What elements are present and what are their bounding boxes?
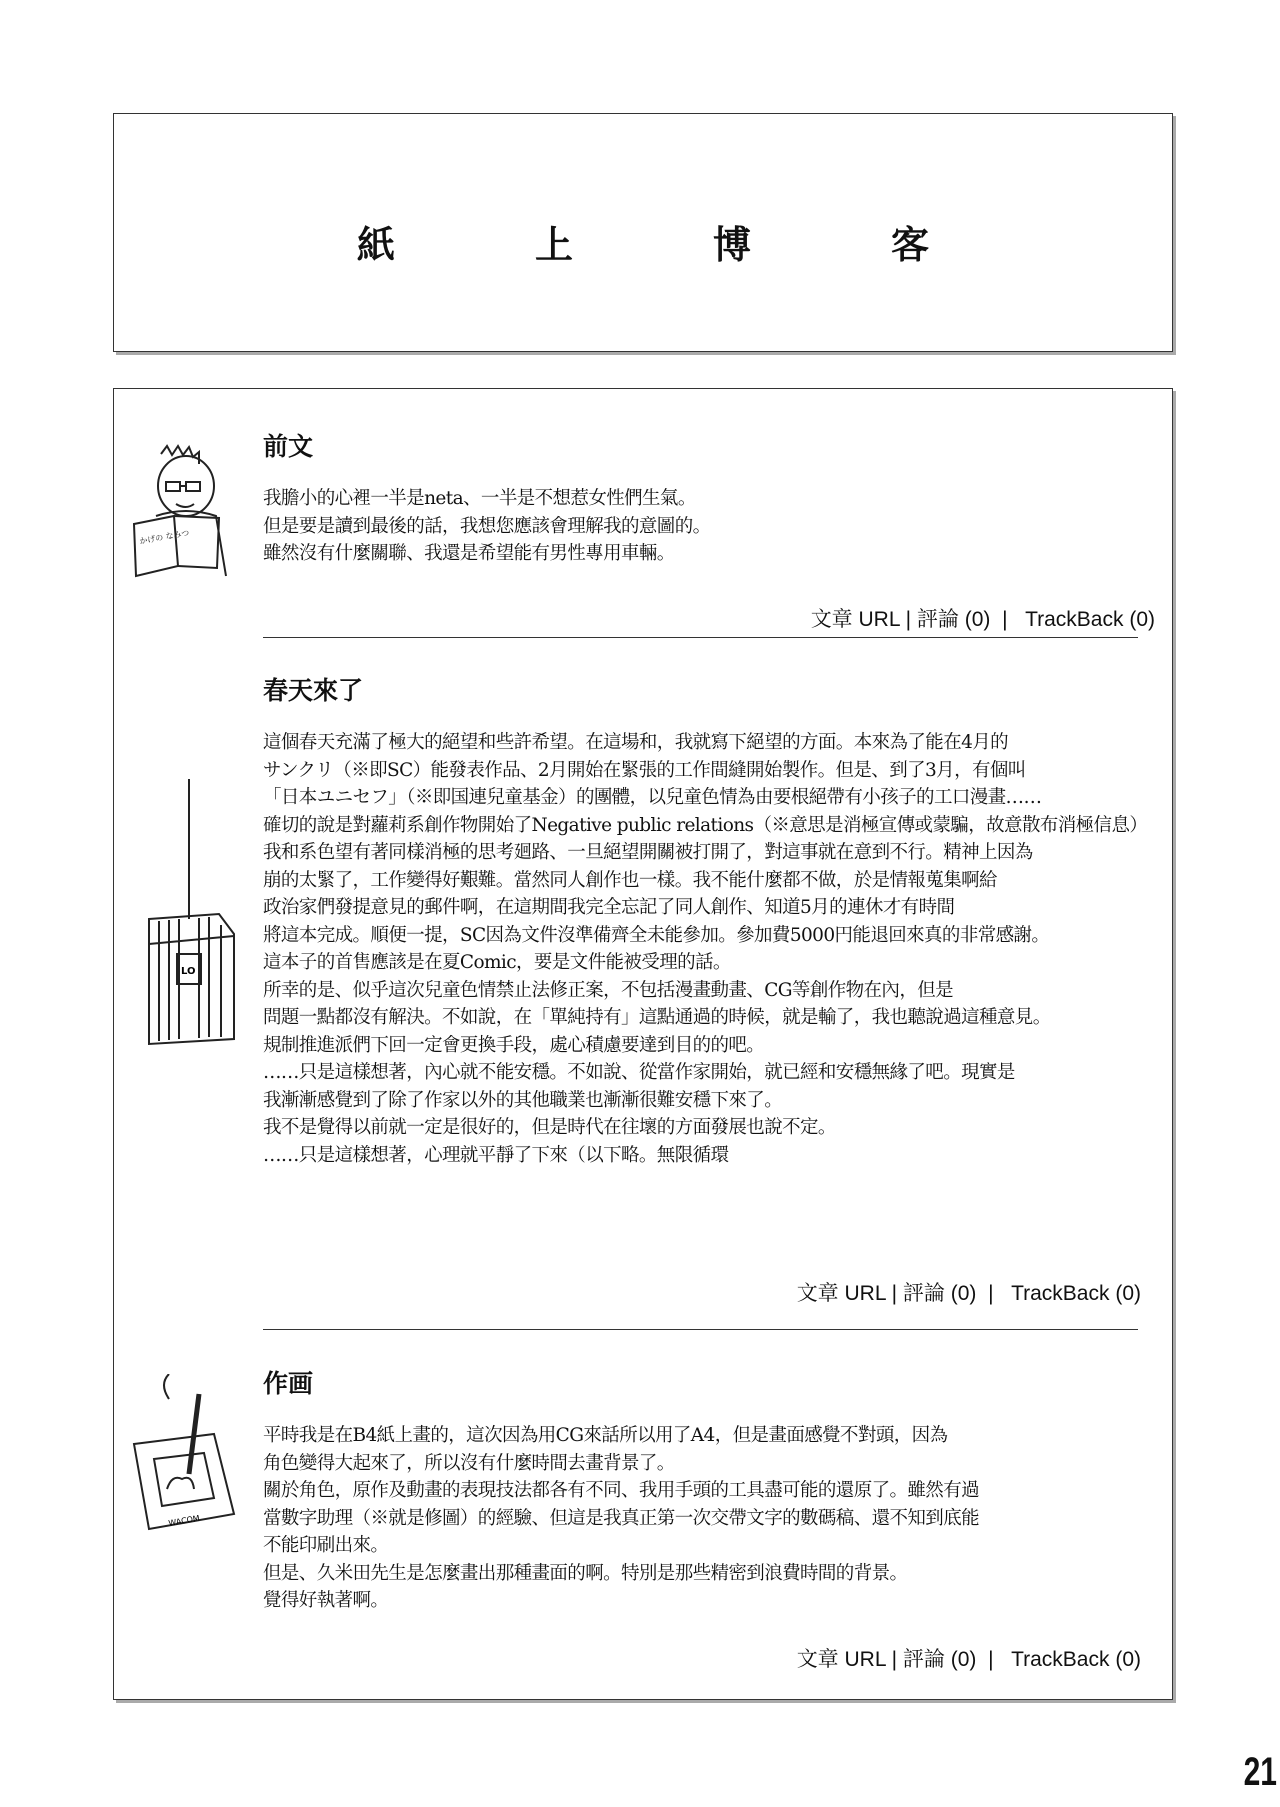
post-line: ……只是這樣想著，內心就不能安穩。不如說、從當作家開始，就已經和安穩無緣了吧。現實是 bbox=[263, 1062, 1015, 1083]
divider bbox=[263, 637, 1138, 638]
separator: | bbox=[1002, 608, 1008, 631]
post-line: 規制推進派們下回一定會更換手段，處心積慮要達到目的的吧。 bbox=[263, 1034, 765, 1056]
title-char: 博 bbox=[713, 223, 752, 267]
post-body bbox=[263, 729, 1148, 1169]
comments-link[interactable]: 評論 (0) bbox=[902, 1648, 977, 1671]
permalink-link[interactable]: 文章 URL bbox=[796, 1282, 886, 1305]
post-line: ……只是這樣想著，心理就平靜了下來（以下略。無限循環 bbox=[263, 1144, 729, 1166]
post-line: 平時我是在B4紙上畫的，這次因為用CG來話所以用了A4，但是畫面感覺不對頭，因為 bbox=[263, 1425, 948, 1446]
post-line: 我漸漸感覺到了除了作家以外的其他職業也漸漸很難安穩下來了。 bbox=[263, 1089, 783, 1111]
post-line: 當數字助理（※就是修圖）的經驗、但這是我真正第一次交帶文字的數碼稿、還不知到底能 bbox=[263, 1507, 980, 1529]
post-line: 角色變得大起來了，所以沒有什麼時間去畫背景了。 bbox=[263, 1452, 675, 1474]
post-line: 這本子的首售應該是在夏Comic，要是文件能被受理的話。 bbox=[263, 952, 731, 973]
cage-illustration bbox=[129, 779, 239, 1049]
post-line: 所幸的是、似乎這次兒童色情禁止法修正案，不包括漫畫動畫、CG等創作物在內，但是 bbox=[263, 979, 954, 1001]
page-title bbox=[114, 214, 1172, 269]
blog-box bbox=[113, 388, 1173, 1700]
trackback-link[interactable]: TrackBack (0) bbox=[1011, 1648, 1141, 1671]
comments-link[interactable]: 評論 (0) bbox=[916, 608, 991, 631]
comments-link[interactable]: 評論 (0) bbox=[902, 1282, 977, 1305]
post-line: 我和系色望有著同樣消極的思考廻路、一旦絕望開關被打開了，對這事就在意到不行。精神上因為 bbox=[263, 842, 1033, 863]
post-spring bbox=[263, 671, 1148, 1331]
post-line: 但是要是讀到最後的話，我想您應該會理解我的意圖的。 bbox=[263, 515, 711, 537]
separator: | bbox=[988, 1282, 994, 1305]
page-number: 21 bbox=[1243, 1750, 1277, 1794]
permalink-link[interactable]: 文章 URL bbox=[810, 608, 900, 631]
post-line: 政治家們發提意見的郵件啊，在這期間我完全忘記了同人創作、知道5月的連休才有時間 bbox=[263, 897, 955, 918]
title-box bbox=[113, 113, 1173, 352]
svg-text:かげの なみつ: かげの なみつ bbox=[138, 528, 190, 546]
title-char: 紙 bbox=[356, 223, 395, 267]
post-line: 這個春天充滿了極大的絕望和些許希望。在這場和，我就寫下絕望的方面。本來為了能在4月的 bbox=[263, 732, 1009, 753]
separator: | bbox=[891, 1282, 898, 1305]
trackback-link[interactable]: TrackBack (0) bbox=[1025, 608, 1155, 631]
post-line: 但是、久米田先生是怎麼畫出那種畫面的啊。特別是那些精密到浪費時間的背景。 bbox=[263, 1562, 908, 1584]
separator: | bbox=[988, 1648, 994, 1671]
title-char: 客 bbox=[891, 223, 930, 267]
post-line: 覺得好執著啊。 bbox=[263, 1590, 389, 1611]
post-links bbox=[764, 579, 1155, 657]
post-line: 雖然沒有什麼關聯、我還是希望能有男性專用車輛。 bbox=[263, 543, 675, 564]
post-foreword bbox=[263, 427, 1155, 631]
post-title: 前文 bbox=[263, 432, 314, 461]
separator: | bbox=[891, 1648, 898, 1671]
post-drawing bbox=[263, 1364, 1143, 1684]
post-title: 作画 bbox=[263, 1369, 314, 1398]
svg-text:WACOM: WACOM bbox=[167, 1513, 201, 1528]
post-line: 確切的說是對蘿莉系創作物開始了Negative public relations（※意思是消極宣傳或蒙騙，故意散布消極信息） bbox=[263, 814, 1148, 836]
post-line: 關於角色，原作及動畫的表現技法都各有不同、我用手頭的工具盡可能的還原了。雖然有過 bbox=[263, 1480, 980, 1501]
post-line: 我不是覺得以前就一定是很好的，但是時代在往壞的方面發展也說不定。 bbox=[263, 1117, 836, 1138]
post-links bbox=[750, 1619, 1141, 1697]
post-line: 「日本ユニセフ」（※即国連兒童基金）的團體，以兒童色情為由要根絕帶有小孩子的工口漫畫…… bbox=[263, 787, 1042, 808]
svg-text:LO: LO bbox=[181, 966, 196, 977]
trackback-link[interactable]: TrackBack (0) bbox=[1011, 1282, 1141, 1305]
divider bbox=[263, 1329, 1138, 1330]
permalink-link[interactable]: 文章 URL bbox=[796, 1648, 886, 1671]
post-line: 問題一點都沒有解決。不如說，在「單純持有」這點通過的時候，就是輸了，我也聽說過這種意見。 bbox=[263, 1007, 1051, 1028]
post-line: サンクリ（※即SC）能發表作品、2月開始在緊張的工作間縫開始製作。但是、到了3月，有個叫 bbox=[263, 759, 1026, 781]
title-char: 上 bbox=[534, 223, 573, 267]
post-line: 不能印刷出來。 bbox=[263, 1535, 389, 1556]
post-line: 崩的太緊了，工作變得好艱難。當然同人創作也一樣。我不能什麼都不做，於是情報蒐集啊給 bbox=[263, 869, 997, 891]
post-line: 我膽小的心裡一半是neta、一半是不想惹女性們生氣。 bbox=[263, 488, 696, 509]
post-title: 春天來了 bbox=[263, 676, 364, 705]
post-body bbox=[263, 1422, 1143, 1615]
post-body bbox=[263, 485, 1143, 568]
separator: | bbox=[905, 608, 912, 631]
reading-man-illustration bbox=[126, 444, 236, 584]
post-links bbox=[750, 1253, 1141, 1331]
tablet-illustration bbox=[129, 1374, 239, 1544]
post-line: 將這本完成。順便一提，SC因為文件沒準備齊全未能參加。參加費5000円能退回來真的非常感謝。 bbox=[263, 924, 1050, 946]
